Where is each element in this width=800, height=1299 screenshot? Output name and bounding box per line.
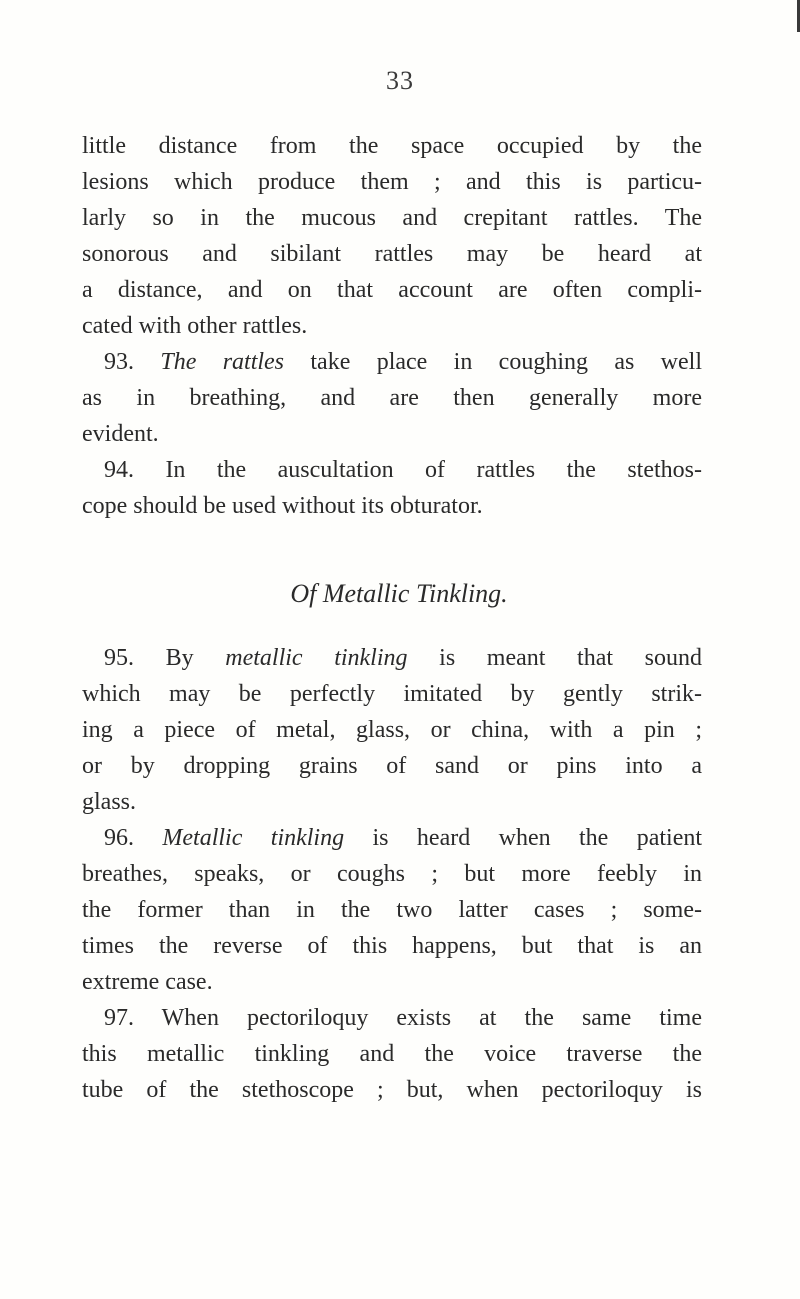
- paragraph-97: [82, 1000, 702, 1108]
- text-line: the former than in the two latter cases ; some-: [82, 897, 702, 923]
- emphasis: metallic tinkling: [225, 645, 408, 671]
- page-number: 33: [386, 66, 414, 95]
- text-line: or by dropping grains of sand or pins into a: [82, 753, 702, 779]
- text-line: glass.: [82, 789, 136, 815]
- text-line: larly so in the mucous and crepitant rattles. The: [82, 205, 702, 231]
- text-line: cated with other rattles.: [82, 313, 308, 339]
- text-line: little distance from the space occupied by the: [82, 133, 702, 159]
- text-line: [82, 820, 702, 856]
- text-span: take place in coughing as well: [284, 349, 702, 375]
- paragraph-continued: [82, 128, 702, 344]
- text-line: 97. When pectoriloquy exists at the same time: [104, 1005, 702, 1031]
- paragraph-number: 93.: [104, 349, 161, 375]
- paragraph-93: [82, 344, 702, 452]
- text-line: evident.: [82, 421, 159, 447]
- text-line: ing a piece of metal, glass, or china, with a pin ;: [82, 717, 702, 743]
- body-text: [82, 128, 702, 1108]
- text-line: as in breathing, and are then generally more: [82, 385, 702, 411]
- emphasis: Metallic tinkling: [162, 825, 345, 851]
- text-line: sonorous and sibilant rattles may be heard at: [82, 241, 702, 267]
- text-line: this metallic tinkling and the voice traverse the: [82, 1041, 702, 1067]
- paragraph-96: [82, 820, 702, 1000]
- text-line: tube of the stethoscope ; but, when pectoriloquy is: [82, 1077, 702, 1103]
- text-line: lesions which produce them ; and this is particu-: [82, 169, 702, 195]
- section-heading: Of Metallic Tinkling.: [290, 579, 508, 608]
- text-span: is heard when the patient: [344, 825, 703, 851]
- paragraph-number: 96.: [104, 825, 163, 851]
- paragraph-95: [82, 640, 702, 820]
- text-line: times the reverse of this happens, but that is an: [82, 933, 702, 959]
- text-line: [82, 344, 702, 380]
- text-line: cope should be used without its obturator.: [82, 493, 483, 519]
- text-line: [82, 640, 702, 676]
- text-line: breathes, speaks, or coughs ; but more feebly in: [82, 861, 702, 887]
- text-span: is meant that sound: [407, 645, 702, 671]
- text-line: which may be perfectly imitated by gently strik-: [82, 681, 702, 707]
- text-line: a distance, and on that account are often compli-: [82, 277, 702, 303]
- text-line: extreme case.: [82, 969, 213, 995]
- paragraph-94: [82, 452, 702, 524]
- emphasis: The rattles: [160, 349, 285, 375]
- text-line: 94. In the auscultation of rattles the stethos-: [104, 457, 702, 483]
- paragraph-number: 95. By: [104, 645, 226, 671]
